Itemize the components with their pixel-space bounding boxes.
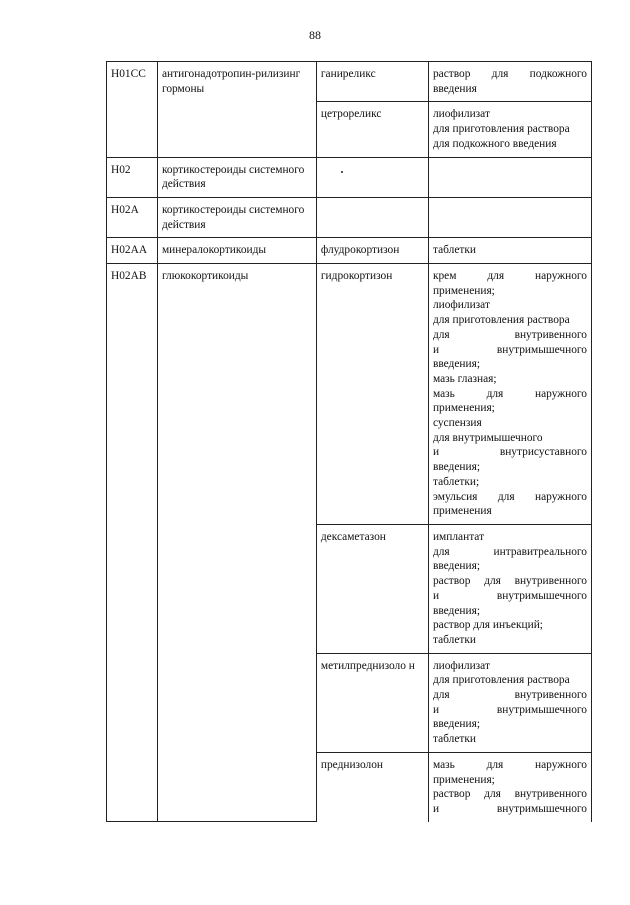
form-cell — [428, 62, 591, 102]
form-line: применения; — [432, 284, 495, 297]
drug-table — [106, 61, 592, 822]
group-cell: глюкокортикоиды — [157, 264, 316, 822]
form-line: и внутримышечного — [432, 343, 587, 356]
group-cell: кортикостероиды системного действия — [157, 197, 316, 237]
form-line: раствор для внутривенного — [432, 788, 587, 801]
form-cell — [428, 157, 591, 197]
form-line: для подкожного введения — [432, 137, 557, 150]
form-line: введения — [432, 82, 477, 95]
form-line: эмульсия для наружного — [432, 490, 587, 503]
form-line: введения; — [432, 604, 480, 617]
form-line: таблетки — [432, 633, 476, 646]
atc-code-cell: H02A — [107, 197, 158, 237]
form-cell — [428, 653, 591, 752]
form-line: применения; — [432, 773, 495, 786]
form-line: для внутримышечного — [432, 431, 543, 444]
drug-cell: преднизолон — [316, 752, 428, 821]
form-cell — [428, 264, 591, 525]
form-line: и внутримышечного — [432, 703, 587, 716]
drug-cell: дексаметазон — [316, 524, 428, 653]
group-cell: антигонадотропин-рилизинг гормоны — [157, 62, 316, 158]
drug-cell: метилпреднизоло н — [316, 653, 428, 752]
form-line: таблетки; — [432, 475, 480, 488]
form-line: для приготовления раствора — [432, 314, 570, 327]
form-line: лиофилизат — [432, 299, 490, 312]
group-cell: минералокортикоиды — [157, 238, 316, 264]
form-line: и внутримышечного — [432, 802, 587, 815]
form-line: для приготовления раствора — [432, 123, 570, 136]
table-row — [107, 157, 592, 197]
form-line: введения; — [432, 560, 480, 573]
drug-cell: флудрокортизон — [316, 238, 428, 264]
form-line: мазь для наружного — [432, 758, 587, 771]
atc-code-cell: H02AA — [107, 238, 158, 264]
table-row — [107, 62, 592, 102]
form-line: для внутривенного — [432, 689, 587, 702]
form-line: применения — [432, 505, 492, 518]
atc-code-cell: H01CC — [107, 62, 158, 158]
drug-cell — [316, 197, 428, 237]
form-line: суспензия — [432, 417, 482, 430]
form-line: введения; — [432, 358, 480, 371]
form-line: крем для наружного — [432, 270, 587, 283]
form-line: раствор для инъекций; — [432, 619, 543, 632]
atc-code-cell: H02AB — [107, 264, 158, 822]
form-line: мазь глазная; — [432, 372, 497, 385]
stray-dot — [341, 171, 343, 173]
form-line: применения; — [432, 402, 495, 415]
table-row — [107, 238, 592, 264]
table-row — [107, 264, 592, 525]
form-line: раствор для внутривенного — [432, 575, 587, 588]
form-line: для интравитреального — [432, 545, 587, 558]
drug-cell: ганиреликс — [316, 62, 428, 102]
form-line: таблетки — [432, 733, 476, 746]
form-line: мазь для наружного — [432, 387, 587, 400]
form-line: лиофилизат — [432, 659, 490, 672]
atc-code-cell: H02 — [107, 157, 158, 197]
form-cell — [428, 197, 591, 237]
form-line: лиофилизат — [432, 108, 490, 121]
table-row — [107, 197, 592, 237]
form-line: введения; — [432, 461, 480, 474]
drug-cell: цетрореликс — [316, 102, 428, 157]
form-line: и внутримышечного — [432, 589, 587, 602]
form-line: для приготовления раствора — [432, 674, 570, 687]
drug-cell: гидрокортизон — [316, 264, 428, 525]
drug-cell — [316, 157, 428, 197]
form-line: введения; — [432, 718, 480, 731]
form-line: для внутривенного — [432, 328, 587, 341]
form-cell — [428, 102, 591, 157]
page-number: 88 — [309, 28, 321, 42]
form-cell — [428, 752, 591, 821]
form-line: имплантат — [432, 530, 485, 543]
form-cell — [428, 524, 591, 653]
form-cell: таблетки — [428, 238, 591, 264]
form-line: и внутрисуставного — [432, 446, 587, 459]
form-line: раствор для подкожного — [432, 68, 587, 80]
group-cell: кортикостероиды системного действия — [157, 157, 316, 197]
